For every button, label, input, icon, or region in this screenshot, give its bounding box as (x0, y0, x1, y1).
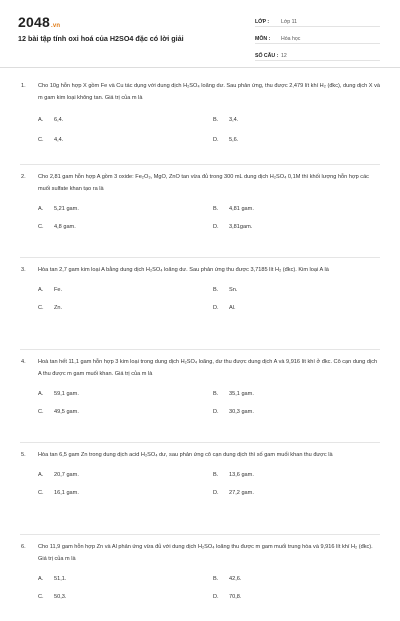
question-body: Hòa tan 6,5 gam Zn trong dung dịch acid H₂SO₄ dư, sau phản ứng cô cạn dung dịch thì số gam muối khan thu được là (38, 452, 333, 458)
question-body: Cho 2,81 gam hỗn hợp A gồm 3 oxide: Fe₂O₃, MgO, ZnO tan vừa đủ trong 300 mL dung dịch H₂SO₄ 0,1M thì khối lượng hỗn hợp các muối sulfate khan tạo ra là (38, 174, 369, 192)
question-number: 4. (21, 359, 26, 365)
question-number: 1. (21, 83, 26, 89)
meta-row-count (255, 48, 380, 61)
question-text (0, 449, 400, 461)
option-letter: B. (213, 576, 219, 582)
option-b[interactable] (213, 388, 363, 400)
question-list (0, 80, 400, 621)
document-title: 12 bài tập tính oxi hoá của H2SO4 đặc có lời giải (18, 34, 184, 43)
option-d[interactable] (213, 487, 363, 499)
option-a[interactable] (38, 469, 213, 481)
option-letter: A. (38, 472, 44, 478)
question-body: Cho 10g hỗn hợp X gồm Fe và Cu tác dụng với dung dịch H₂SO₄ loãng dư. Sau phản ứng, thu được 2,479 lít khí H₂ (đkc), dung dịch X và m gam kim loại không tan. Giá trị của m là (38, 83, 380, 101)
option-letter: B. (213, 117, 219, 123)
option-letter: A. (38, 576, 44, 582)
site-logo[interactable] (18, 14, 60, 30)
option-letter: A. (38, 117, 44, 123)
question-text (0, 356, 400, 380)
option-letter: D. (213, 490, 219, 496)
option-text: 35,1 gam. (229, 391, 254, 397)
option-text: 3,4. (229, 117, 239, 123)
option-text: 4,81 gam. (229, 206, 254, 212)
option-text: 49,5 gam. (54, 409, 79, 415)
option-a[interactable] (38, 284, 213, 296)
option-c[interactable] (38, 221, 213, 233)
meta-row-class (255, 14, 380, 27)
answer-options (0, 203, 400, 233)
question-6 (0, 535, 400, 621)
option-text: 20,7 gam. (54, 472, 79, 478)
option-c[interactable] (38, 591, 213, 603)
option-letter: C. (38, 137, 44, 143)
question-2 (0, 165, 400, 257)
option-text: 16,1 gam. (54, 490, 79, 496)
option-text: Sn. (229, 287, 238, 293)
option-d[interactable] (213, 221, 363, 233)
option-c[interactable] (38, 406, 213, 418)
question-text (0, 541, 400, 565)
option-text: Fe. (54, 287, 63, 293)
question-text (0, 80, 400, 104)
meta-value: Hóa học (281, 36, 301, 42)
option-d[interactable] (213, 406, 363, 418)
option-b[interactable] (213, 284, 363, 296)
answer-options (0, 469, 400, 499)
option-c[interactable] (38, 487, 213, 499)
option-text: 6,4. (54, 117, 64, 123)
question-body: Hòa tan 2,7 gam kim loại A bằng dung dịch H₂SO₄ loãng dư. Sau phản ứng thu được 3,7185 lít H₂ (đkc). Kim loại A là (38, 267, 329, 273)
option-a[interactable] (38, 573, 213, 585)
meta-row-subject (255, 31, 380, 44)
answer-options (0, 284, 400, 314)
question-3 (0, 258, 400, 349)
option-text: 5,6. (229, 137, 239, 143)
option-b[interactable] (213, 469, 363, 481)
option-text: Al. (229, 305, 236, 311)
option-letter: D. (213, 305, 219, 311)
question-1 (0, 80, 400, 164)
option-text: 5,21 gam. (54, 206, 79, 212)
option-text: 30,3 gam. (229, 409, 254, 415)
meta-value: 12 (281, 53, 287, 59)
question-body: Hoà tan hết 11,1 gam hỗn hợp 3 kim loại trong dung dịch H₂SO₄ loãng, dư thu được dung dịch A và 9,916 lít khí ở đkc. Cô cạn dung dịch A thu được m gam muối khan. Giá trị của m là (38, 359, 378, 377)
option-b[interactable] (213, 114, 363, 126)
option-letter: B. (213, 391, 219, 397)
option-letter: B. (213, 287, 219, 293)
option-letter: C. (38, 594, 44, 600)
meta-key: MÔN : (255, 36, 271, 42)
option-text: 4,4. (54, 137, 64, 143)
question-5 (0, 443, 400, 534)
option-text: 51,1. (54, 576, 67, 582)
question-number: 2. (21, 174, 26, 180)
question-text (0, 171, 400, 195)
option-letter: A. (38, 287, 44, 293)
option-letter: B. (213, 206, 219, 212)
meta-value: Lớp 11 (281, 19, 297, 25)
option-a[interactable] (38, 203, 213, 215)
option-letter: C. (38, 305, 44, 311)
meta-key: LỚP : (255, 19, 270, 25)
option-c[interactable] (38, 302, 213, 314)
option-letter: D. (213, 594, 219, 600)
option-letter: D. (213, 137, 219, 143)
option-letter: B. (213, 472, 219, 478)
option-d[interactable] (213, 591, 363, 603)
option-d[interactable] (213, 134, 363, 146)
option-d[interactable] (213, 302, 363, 314)
meta-info (255, 14, 380, 65)
option-letter: C. (38, 224, 44, 230)
option-c[interactable] (38, 134, 213, 146)
option-b[interactable] (213, 573, 363, 585)
option-letter: D. (213, 224, 219, 230)
meta-key: SỐ CÂU : (255, 53, 279, 59)
question-number: 3. (21, 267, 26, 273)
option-text: 27,2 gam. (229, 490, 254, 496)
option-text: 70,8. (229, 594, 242, 600)
option-b[interactable] (213, 203, 363, 215)
header-divider (0, 67, 400, 68)
logo-text: 2048 (18, 14, 50, 30)
option-text: 50,3. (54, 594, 67, 600)
option-text: Zn. (54, 305, 63, 311)
question-4 (0, 350, 400, 442)
option-a[interactable] (38, 114, 213, 126)
option-text: 59,1 gam. (54, 391, 79, 397)
option-letter: D. (213, 409, 219, 415)
question-number: 5. (21, 452, 26, 458)
option-letter: C. (38, 409, 44, 415)
option-letter: A. (38, 391, 44, 397)
option-text: 3,81gam. (229, 224, 253, 230)
question-text (0, 264, 400, 276)
answer-options (0, 114, 400, 146)
question-body: Cho 11,9 gam hỗn hợp Zn và Al phản ứng vừa đủ với dung dịch H₂SO₄ loãng thu được m gam muối trung hòa và 9,916 lít khí H₂ (đkc). Giá trị của m là (38, 544, 373, 562)
answer-options (0, 573, 400, 603)
option-a[interactable] (38, 388, 213, 400)
logo-suffix: .vn (50, 23, 61, 29)
option-text: 4,8 gam. (54, 224, 76, 230)
answer-options (0, 388, 400, 418)
option-text: 42,6. (229, 576, 242, 582)
option-text: 13,6 gam. (229, 472, 254, 478)
question-number: 6. (21, 544, 26, 550)
option-letter: C. (38, 490, 44, 496)
option-letter: A. (38, 206, 44, 212)
